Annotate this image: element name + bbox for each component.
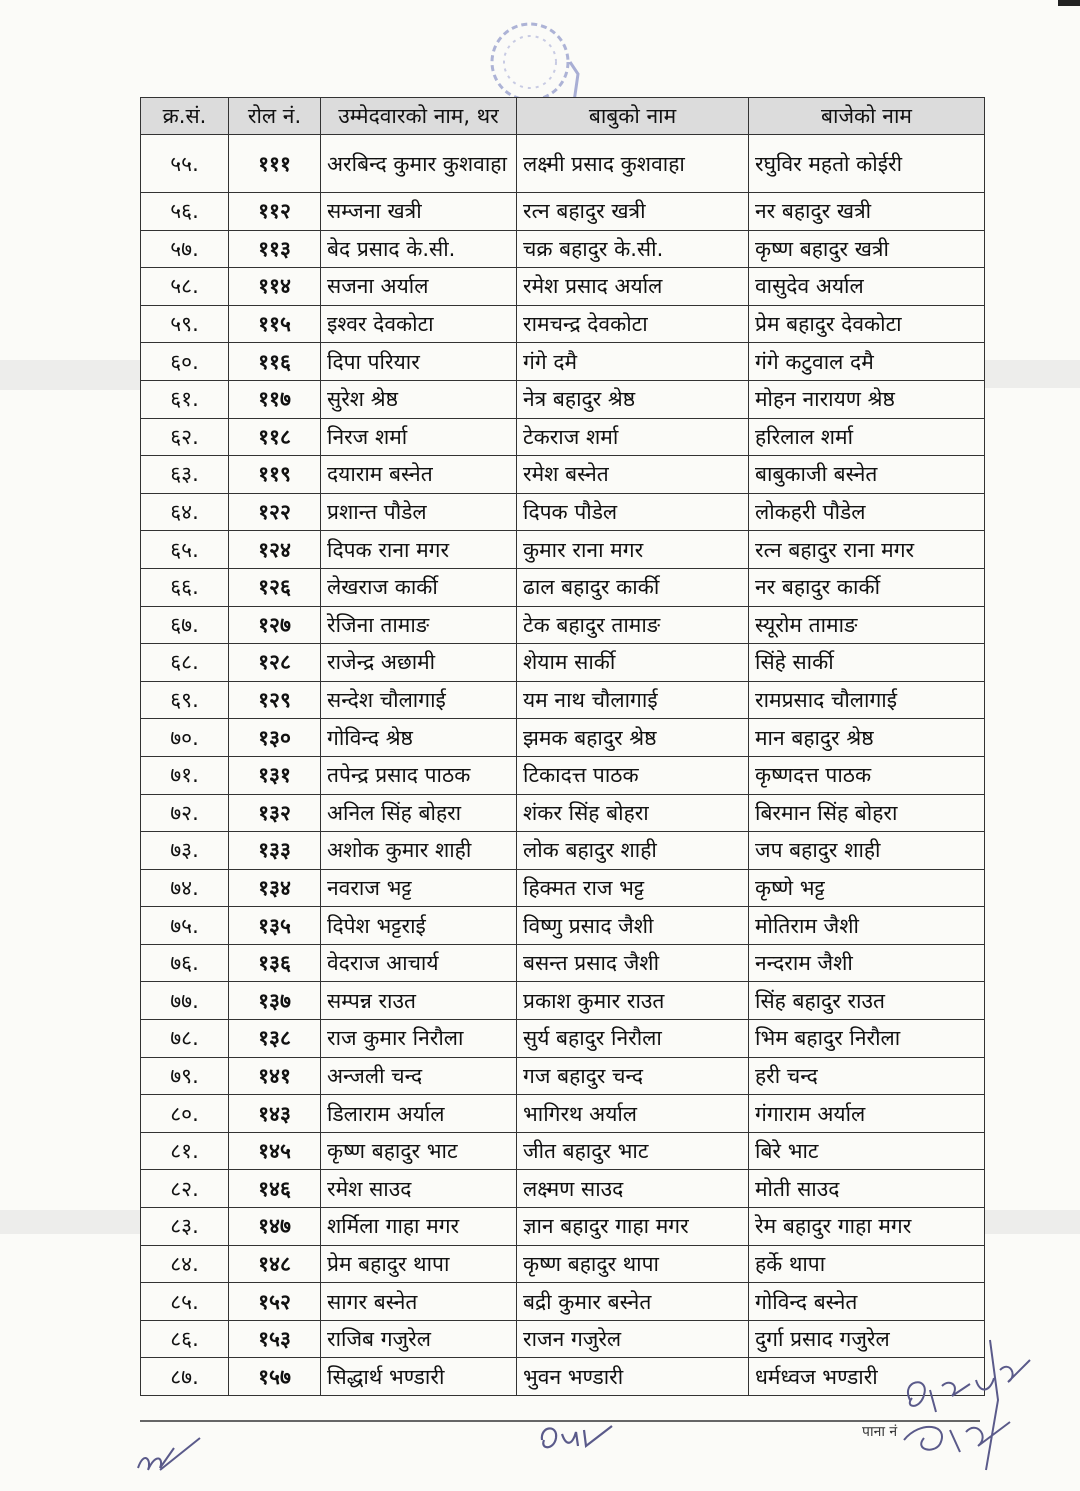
grandfather-name-cell: मान बहादुर श्रेष्ठ	[749, 719, 985, 757]
table-row	[141, 907, 985, 945]
table-row	[141, 644, 985, 682]
table-row	[141, 305, 985, 343]
candidate-name-cell: रमेश साउद	[321, 1170, 517, 1208]
father-name-cell: टिकादत्त पाठक	[517, 756, 749, 794]
roll-number-cell: ११७	[229, 380, 321, 418]
candidate-name-cell: सागर बस्नेत	[321, 1283, 517, 1321]
serial-number-cell: ७०.	[141, 719, 229, 757]
roll-number-cell: ११४	[229, 268, 321, 306]
father-name-cell: बद्री कुमार बस्नेत	[517, 1283, 749, 1321]
grandfather-name-cell: भिम बहादुर निरौला	[749, 1020, 985, 1058]
serial-number-cell: ७२.	[141, 794, 229, 832]
serial-number-cell: ८०.	[141, 1095, 229, 1133]
grandfather-name-cell: दुर्गा प्रसाद गजुरेल	[749, 1320, 985, 1358]
grandfather-name-cell: धर्मध्वज भण्डारी	[749, 1358, 985, 1396]
serial-number-cell: ७६.	[141, 944, 229, 982]
roll-number-cell: ११९	[229, 456, 321, 494]
table-row	[141, 1358, 985, 1396]
father-name-cell: ज्ञान बहादुर गाहा मगर	[517, 1208, 749, 1246]
serial-number-cell: ६७.	[141, 606, 229, 644]
table-row	[141, 418, 985, 456]
grandfather-name-cell: गंगे कटुवाल दमै	[749, 343, 985, 381]
father-name-cell: कुमार राना मगर	[517, 531, 749, 569]
candidate-name-cell: दयाराम बस्नेत	[321, 456, 517, 494]
candidate-name-cell: नवराज भट्ट	[321, 869, 517, 907]
roll-number-cell: १५७	[229, 1358, 321, 1396]
roll-number-cell: १११	[229, 135, 321, 193]
roll-number-cell: १२८	[229, 644, 321, 682]
table-row	[141, 1283, 985, 1321]
father-name-cell: राजन गजुरेल	[517, 1320, 749, 1358]
serial-number-cell: ५८.	[141, 268, 229, 306]
candidate-name-cell: शर्मिला गाहा मगर	[321, 1208, 517, 1246]
candidate-name-cell: सिद्धार्थ भण्डारी	[321, 1358, 517, 1396]
father-name-cell: कृष्ण बहादुर थापा	[517, 1245, 749, 1283]
grandfather-name-cell: मोती साउद	[749, 1170, 985, 1208]
serial-number-cell: ६६.	[141, 568, 229, 606]
serial-number-cell: ६०.	[141, 343, 229, 381]
table-row	[141, 456, 985, 494]
serial-number-cell: ७७.	[141, 982, 229, 1020]
father-name-cell: जीत बहादुर भाट	[517, 1132, 749, 1170]
father-name-cell: शेयाम सार्की	[517, 644, 749, 682]
table-row	[141, 832, 985, 870]
serial-number-cell: ६५.	[141, 531, 229, 569]
table-row	[141, 1245, 985, 1283]
grandfather-name-cell: हरी चन्द	[749, 1057, 985, 1095]
grandfather-name-cell: रेम बहादुर गाहा मगर	[749, 1208, 985, 1246]
grandfather-name-cell: कृष्णे भट्ट	[749, 869, 985, 907]
father-name-cell: लक्ष्मण साउद	[517, 1170, 749, 1208]
roll-number-cell: १३५	[229, 907, 321, 945]
roll-number-cell: १५३	[229, 1320, 321, 1358]
serial-number-cell: ८५.	[141, 1283, 229, 1321]
candidate-name-cell: डिलाराम अर्याल	[321, 1095, 517, 1133]
roll-number-cell: ११८	[229, 418, 321, 456]
grandfather-name-cell: गंगाराम अर्याल	[749, 1095, 985, 1133]
grandfather-name-cell: रामप्रसाद चौलागाई	[749, 681, 985, 719]
table-row	[141, 531, 985, 569]
candidate-name-cell: दिपेश भट्टराई	[321, 907, 517, 945]
father-name-cell: चक्र बहादुर के.सी.	[517, 230, 749, 268]
roll-number-cell: १२७	[229, 606, 321, 644]
signature-right-icon	[890, 1320, 1050, 1480]
candidate-name-cell: सन्देश चौलागाई	[321, 681, 517, 719]
grandfather-name-cell: नर बहादुर कार्की	[749, 568, 985, 606]
candidate-name-cell: गोविन्द श्रेष्ठ	[321, 719, 517, 757]
grandfather-name-cell: वासुदेव अर्याल	[749, 268, 985, 306]
table-row	[141, 982, 985, 1020]
candidate-name-cell: अनिल सिंह बोहरा	[321, 794, 517, 832]
grandfather-name-cell: रत्न बहादुर राना मगर	[749, 531, 985, 569]
header-grandfather-name: बाजेको नाम	[749, 98, 985, 135]
father-name-cell: प्रकाश कुमार राउत	[517, 982, 749, 1020]
serial-number-cell: ५९.	[141, 305, 229, 343]
grandfather-name-cell: गोविन्द बस्नेत	[749, 1283, 985, 1321]
table-row	[141, 1095, 985, 1133]
grandfather-name-cell: बाबुकाजी बस्नेत	[749, 456, 985, 494]
serial-number-cell: ६३.	[141, 456, 229, 494]
table-row	[141, 193, 985, 231]
serial-number-cell: ७४.	[141, 869, 229, 907]
serial-number-cell: ७९.	[141, 1057, 229, 1095]
table-row	[141, 794, 985, 832]
roll-number-cell: १४१	[229, 1057, 321, 1095]
serial-number-cell: ७१.	[141, 756, 229, 794]
serial-number-cell: ६१.	[141, 380, 229, 418]
roll-number-cell: १३१	[229, 756, 321, 794]
grandfather-name-cell: बिरे भाट	[749, 1132, 985, 1170]
father-name-cell: नेत्र बहादुर श्रेष्ठ	[517, 380, 749, 418]
roll-number-cell: ११६	[229, 343, 321, 381]
candidate-name-cell: सम्जना खत्री	[321, 193, 517, 231]
table-row	[141, 493, 985, 531]
scan-smudge	[985, 360, 1080, 388]
candidate-name-cell: राजेन्द्र अछामी	[321, 644, 517, 682]
table-body	[141, 135, 985, 1396]
father-name-cell: टेकराज शर्मा	[517, 418, 749, 456]
roll-number-cell: १३४	[229, 869, 321, 907]
father-name-cell: यम नाथ चौलागाई	[517, 681, 749, 719]
table-header-row	[141, 98, 985, 135]
roll-number-cell: १३६	[229, 944, 321, 982]
table-row	[141, 869, 985, 907]
table-row	[141, 1057, 985, 1095]
table-row	[141, 756, 985, 794]
scan-smudge	[985, 1210, 1080, 1234]
grandfather-name-cell: रघुविर महतो कोईरी	[749, 135, 985, 193]
roll-number-cell: १३०	[229, 719, 321, 757]
father-name-cell: टेक बहादुर तामाङ	[517, 606, 749, 644]
candidate-name-cell: राजिब गजुरेल	[321, 1320, 517, 1358]
scan-smudge	[0, 1210, 140, 1234]
scan-smudge	[0, 360, 140, 390]
grandfather-name-cell: हरिलाल शर्मा	[749, 418, 985, 456]
grandfather-name-cell: मोहन नारायण श्रेष्ठ	[749, 380, 985, 418]
serial-number-cell: ८२.	[141, 1170, 229, 1208]
candidate-name-cell: अन्जली चन्द	[321, 1057, 517, 1095]
table-row	[141, 230, 985, 268]
candidate-name-cell: निरज शर्मा	[321, 418, 517, 456]
candidate-name-cell: दिपा परियार	[321, 343, 517, 381]
serial-number-cell: ८१.	[141, 1132, 229, 1170]
roll-number-cell: १४७	[229, 1208, 321, 1246]
serial-number-cell: ८७.	[141, 1358, 229, 1396]
grandfather-name-cell: कृष्णदत्त पाठक	[749, 756, 985, 794]
candidate-name-cell: इश्वर देवकोटा	[321, 305, 517, 343]
roll-number-cell: १२२	[229, 493, 321, 531]
table-row	[141, 135, 985, 193]
roll-number-cell: १५२	[229, 1283, 321, 1321]
scan-edge-mark	[1058, 0, 1080, 6]
candidate-name-cell: कृष्ण बहादुर भाट	[321, 1132, 517, 1170]
serial-number-cell: ७३.	[141, 832, 229, 870]
roll-number-cell: १३२	[229, 794, 321, 832]
grandfather-name-cell: कृष्ण बहादुर खत्री	[749, 230, 985, 268]
roll-number-cell: १४६	[229, 1170, 321, 1208]
page-number-label: पाना नं	[862, 1424, 898, 1440]
header-candidate-name: उम्मेदवारको नाम, थर	[321, 98, 517, 135]
roll-number-cell: १२९	[229, 681, 321, 719]
roll-number-cell: १४५	[229, 1132, 321, 1170]
roll-number-cell: १३७	[229, 982, 321, 1020]
table-row	[141, 606, 985, 644]
candidate-name-cell: रेजिना तामाङ	[321, 606, 517, 644]
table-row	[141, 568, 985, 606]
father-name-cell: झमक बहादुर श्रेष्ठ	[517, 719, 749, 757]
candidate-name-cell: अरबिन्द कुमार कुशवाहा	[321, 135, 517, 193]
roll-number-cell: १२६	[229, 568, 321, 606]
father-name-cell: गज बहादुर चन्द	[517, 1057, 749, 1095]
header-roll-number: रोल नं.	[229, 98, 321, 135]
roll-number-cell: ११५	[229, 305, 321, 343]
serial-number-cell: ६९.	[141, 681, 229, 719]
serial-number-cell: ८४.	[141, 1245, 229, 1283]
candidate-name-cell: प्रेम बहादुर थापा	[321, 1245, 517, 1283]
father-name-cell: रमेश बस्नेत	[517, 456, 749, 494]
serial-number-cell: ७८.	[141, 1020, 229, 1058]
roll-number-cell: १४८	[229, 1245, 321, 1283]
grandfather-name-cell: स्यूरोम तामाङ	[749, 606, 985, 644]
candidate-name-cell: अशोक कुमार शाही	[321, 832, 517, 870]
father-name-cell: रामचन्द्र देवकोटा	[517, 305, 749, 343]
roll-number-cell: ११३	[229, 230, 321, 268]
header-serial-number: क्र.सं.	[141, 98, 229, 135]
grandfather-name-cell: हर्के थापा	[749, 1245, 985, 1283]
candidate-name-cell: तपेन्द्र प्रसाद पाठक	[321, 756, 517, 794]
candidate-name-cell: दिपक राना मगर	[321, 531, 517, 569]
table-row	[141, 380, 985, 418]
candidate-name-cell: सुरेश श्रेष्ठ	[321, 380, 517, 418]
roll-number-cell: १३८	[229, 1020, 321, 1058]
father-name-cell: लोक बहादुर शाही	[517, 832, 749, 870]
father-name-cell: गंगे दमै	[517, 343, 749, 381]
table-row	[141, 944, 985, 982]
roll-number-cell: ११२	[229, 193, 321, 231]
candidate-name-cell: प्रशान्त पौडेल	[321, 493, 517, 531]
table-row	[141, 343, 985, 381]
table-row	[141, 1170, 985, 1208]
grandfather-name-cell: सिंह बहादुर राउत	[749, 982, 985, 1020]
candidate-name-cell: सजना अर्याल	[321, 268, 517, 306]
table-row	[141, 1208, 985, 1246]
grandfather-name-cell: प्रेम बहादुर देवकोटा	[749, 305, 985, 343]
father-name-cell: विष्णु प्रसाद जैशी	[517, 907, 749, 945]
header-father-name: बाबुको नाम	[517, 98, 749, 135]
table-row	[141, 1020, 985, 1058]
candidate-name-cell: राज कुमार निरौला	[321, 1020, 517, 1058]
table-row	[141, 719, 985, 757]
serial-number-cell: ५६.	[141, 193, 229, 231]
father-name-cell: रत्न बहादुर खत्री	[517, 193, 749, 231]
grandfather-name-cell: लोकहरी पौडेल	[749, 493, 985, 531]
serial-number-cell: ५५.	[141, 135, 229, 193]
serial-number-cell: ५७.	[141, 230, 229, 268]
father-name-cell: भुवन भण्डारी	[517, 1358, 749, 1396]
father-name-cell: रमेश प्रसाद अर्याल	[517, 268, 749, 306]
serial-number-cell: ६४.	[141, 493, 229, 531]
serial-number-cell: ८३.	[141, 1208, 229, 1246]
serial-number-cell: ७५.	[141, 907, 229, 945]
signature-left-icon	[130, 1430, 210, 1480]
father-name-cell: सुर्य बहादुर निरौला	[517, 1020, 749, 1058]
table-row	[141, 1320, 985, 1358]
candidate-name-cell: बेद प्रसाद के.सी.	[321, 230, 517, 268]
father-name-cell: ढाल बहादुर कार्की	[517, 568, 749, 606]
signature-center-icon	[532, 1416, 622, 1460]
table-row	[141, 681, 985, 719]
roll-number-cell: १२४	[229, 531, 321, 569]
grandfather-name-cell: जप बहादुर शाही	[749, 832, 985, 870]
serial-number-cell: ६२.	[141, 418, 229, 456]
results-table	[140, 97, 985, 1396]
father-name-cell: भागिरथ अर्याल	[517, 1095, 749, 1133]
table-row	[141, 268, 985, 306]
table-row	[141, 1132, 985, 1170]
grandfather-name-cell: सिंहे सार्की	[749, 644, 985, 682]
candidate-name-cell: लेखराज कार्की	[321, 568, 517, 606]
roll-number-cell: १४३	[229, 1095, 321, 1133]
roll-number-cell: १३३	[229, 832, 321, 870]
candidate-name-cell: सम्पन्न राउत	[321, 982, 517, 1020]
candidate-name-cell: वेदराज आचार्य	[321, 944, 517, 982]
grandfather-name-cell: मोतिराम जैशी	[749, 907, 985, 945]
father-name-cell: शंकर सिंह बोहरा	[517, 794, 749, 832]
grandfather-name-cell: नन्दराम जैशी	[749, 944, 985, 982]
father-name-cell: दिपक पौडेल	[517, 493, 749, 531]
grandfather-name-cell: बिरमान सिंह बोहरा	[749, 794, 985, 832]
grandfather-name-cell: नर बहादुर खत्री	[749, 193, 985, 231]
serial-number-cell: ८६.	[141, 1320, 229, 1358]
father-name-cell: बसन्त प्रसाद जैशी	[517, 944, 749, 982]
serial-number-cell: ६८.	[141, 644, 229, 682]
father-name-cell: हिक्मत राज भट्ट	[517, 869, 749, 907]
father-name-cell: लक्ष्मी प्रसाद कुशवाहा	[517, 135, 749, 193]
